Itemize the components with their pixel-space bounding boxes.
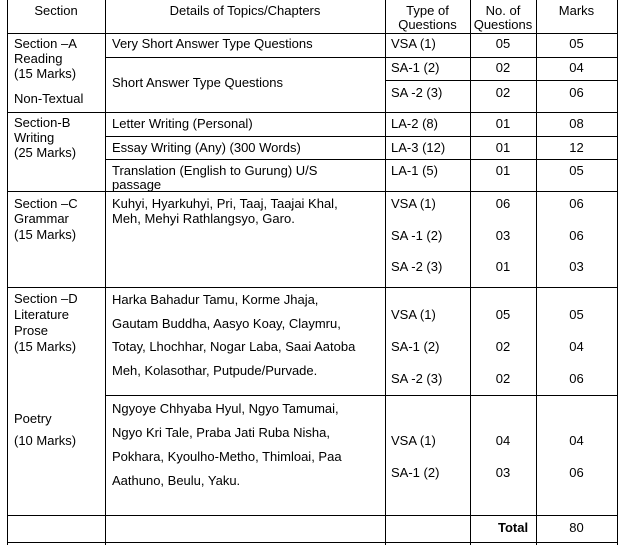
no-cell: 02 [495, 339, 511, 354]
section-c-title: Section –C [14, 196, 78, 211]
row-divider [7, 287, 618, 288]
section-d-sub2: Prose [14, 323, 48, 338]
section-d-sub: Literature [14, 307, 69, 322]
type-cell: SA-1 (2) [391, 339, 440, 354]
header-details: Details of Topics/Chapters [169, 3, 321, 18]
header-no-line2: Questions [473, 17, 533, 32]
topic-cell: Pokhara, Kyoulho-Metho, Thimloai, Paa [112, 449, 342, 464]
type-cell: VSA (1) [391, 307, 436, 322]
section-b-title: Section-B [14, 115, 71, 130]
header-section: Section [34, 3, 78, 18]
topic-cell: Ngyoye Chhyaba Hyul, Ngyo Tamumai, [112, 401, 339, 416]
row-divider [105, 57, 618, 58]
no-cell: 03 [495, 465, 511, 480]
marks-cell: 12 [569, 140, 584, 155]
type-cell: SA -2 (3) [391, 259, 443, 274]
section-b-marks: (25 Marks) [14, 145, 77, 160]
header-marks: Marks [558, 3, 595, 18]
row-divider [7, 515, 618, 516]
marks-cell: 06 [569, 371, 584, 386]
topic-cell: Kuhyi, Hyarkuhyi, Pri, Taaj, Taajai Khal, [112, 196, 338, 211]
type-cell: VSA (1) [391, 433, 436, 448]
type-cell: LA-3 (12) [391, 140, 446, 155]
topic-cell: Very Short Answer Type Questions [112, 36, 313, 51]
no-cell: 06 [495, 196, 511, 211]
topic-cell: Harka Bahadur Tamu, Korme Jhaja, [112, 292, 319, 307]
section-d-title: Section –D [14, 291, 78, 306]
topic-cell: Gautam Buddha, Aasyo Koay, Claymru, [112, 316, 341, 331]
section-d-marks: (15 Marks) [14, 339, 77, 354]
row-divider [7, 112, 618, 113]
topic-cell: passage [112, 177, 162, 192]
topic-cell: Ngyo Kri Tale, Praba Jati Ruba Nisha, [112, 425, 330, 440]
no-cell: 02 [495, 85, 511, 100]
section-c-marks: (15 Marks) [14, 227, 77, 242]
no-cell: 04 [495, 433, 511, 448]
section-b-sub: Writing [14, 130, 55, 145]
section-a-title: Section –A [14, 36, 77, 51]
no-cell: 03 [495, 228, 511, 243]
no-cell: 01 [495, 140, 511, 155]
topic-cell: Translation (English to Gurung) U/S [112, 163, 318, 178]
section-a-sub: Reading [14, 51, 63, 66]
type-cell: SA -2 (3) [391, 371, 443, 386]
topic-cell: Meh, Mehyi Rathlangsyo, Garo. [112, 211, 295, 226]
marks-cell: 06 [569, 228, 584, 243]
marks-cell: 06 [569, 465, 584, 480]
row-divider [105, 159, 618, 160]
poetry-marks: (10 Marks) [14, 433, 77, 448]
no-cell: 02 [495, 60, 511, 75]
topic-cell: Aathuno, Beulu, Yaku. [112, 473, 241, 488]
topic-cell: Short Answer Type Questions [112, 75, 284, 90]
table-border-left [7, 0, 8, 545]
no-cell: 01 [495, 163, 511, 178]
type-cell: SA-1 (2) [391, 60, 440, 75]
no-cell: 01 [495, 259, 511, 274]
type-cell: SA -2 (3) [391, 85, 443, 100]
row-divider [7, 191, 618, 192]
marks-cell: 08 [569, 116, 584, 131]
marks-cell: 05 [569, 163, 584, 178]
topic-cell: Meh, Kolasothar, Putpude/Purvade. [112, 363, 318, 378]
table-border-bottom [7, 542, 618, 543]
marks-cell: 06 [569, 196, 584, 211]
row-divider [105, 395, 618, 396]
row-divider [385, 80, 618, 81]
type-cell: VSA (1) [391, 196, 436, 211]
section-a-sub2: Non-Textual [14, 91, 84, 106]
no-cell: 01 [495, 116, 511, 131]
marks-cell: 03 [569, 259, 584, 274]
type-cell: VSA (1) [391, 36, 436, 51]
marks-cell: 04 [569, 339, 584, 354]
header-no-line1: No. of [485, 3, 521, 18]
topic-cell: Essay Writing (Any) (300 Words) [112, 140, 301, 155]
marks-cell: 05 [569, 307, 584, 322]
topic-cell: Letter Writing (Personal) [112, 116, 253, 131]
type-cell: SA-1 (2) [391, 465, 440, 480]
table-border-right [617, 0, 618, 545]
header-type-line2: Questions [398, 17, 457, 32]
poetry-title: Poetry [14, 411, 52, 426]
topic-cell: Totay, Lhochhar, Nogar Laba, Saai Aatoba [112, 339, 356, 354]
total-label: Total [498, 520, 529, 535]
marks-cell: 04 [569, 433, 584, 448]
header-type-line1: Type of [406, 3, 449, 18]
marks-cell: 06 [569, 85, 584, 100]
section-a-marks: (15 Marks) [14, 66, 77, 81]
type-cell: LA-1 (5) [391, 163, 438, 178]
type-cell: LA-2 (8) [391, 116, 438, 131]
row-divider [105, 136, 618, 137]
marks-cell: 04 [569, 60, 584, 75]
type-cell: SA -1 (2) [391, 228, 443, 243]
no-cell: 05 [495, 36, 511, 51]
total-value: 80 [569, 520, 584, 535]
row-divider [7, 33, 618, 34]
section-c-sub: Grammar [14, 211, 69, 226]
column-divider [105, 0, 106, 545]
no-cell: 05 [495, 307, 511, 322]
marks-cell: 05 [569, 36, 584, 51]
no-cell: 02 [495, 371, 511, 386]
column-divider [385, 0, 386, 545]
